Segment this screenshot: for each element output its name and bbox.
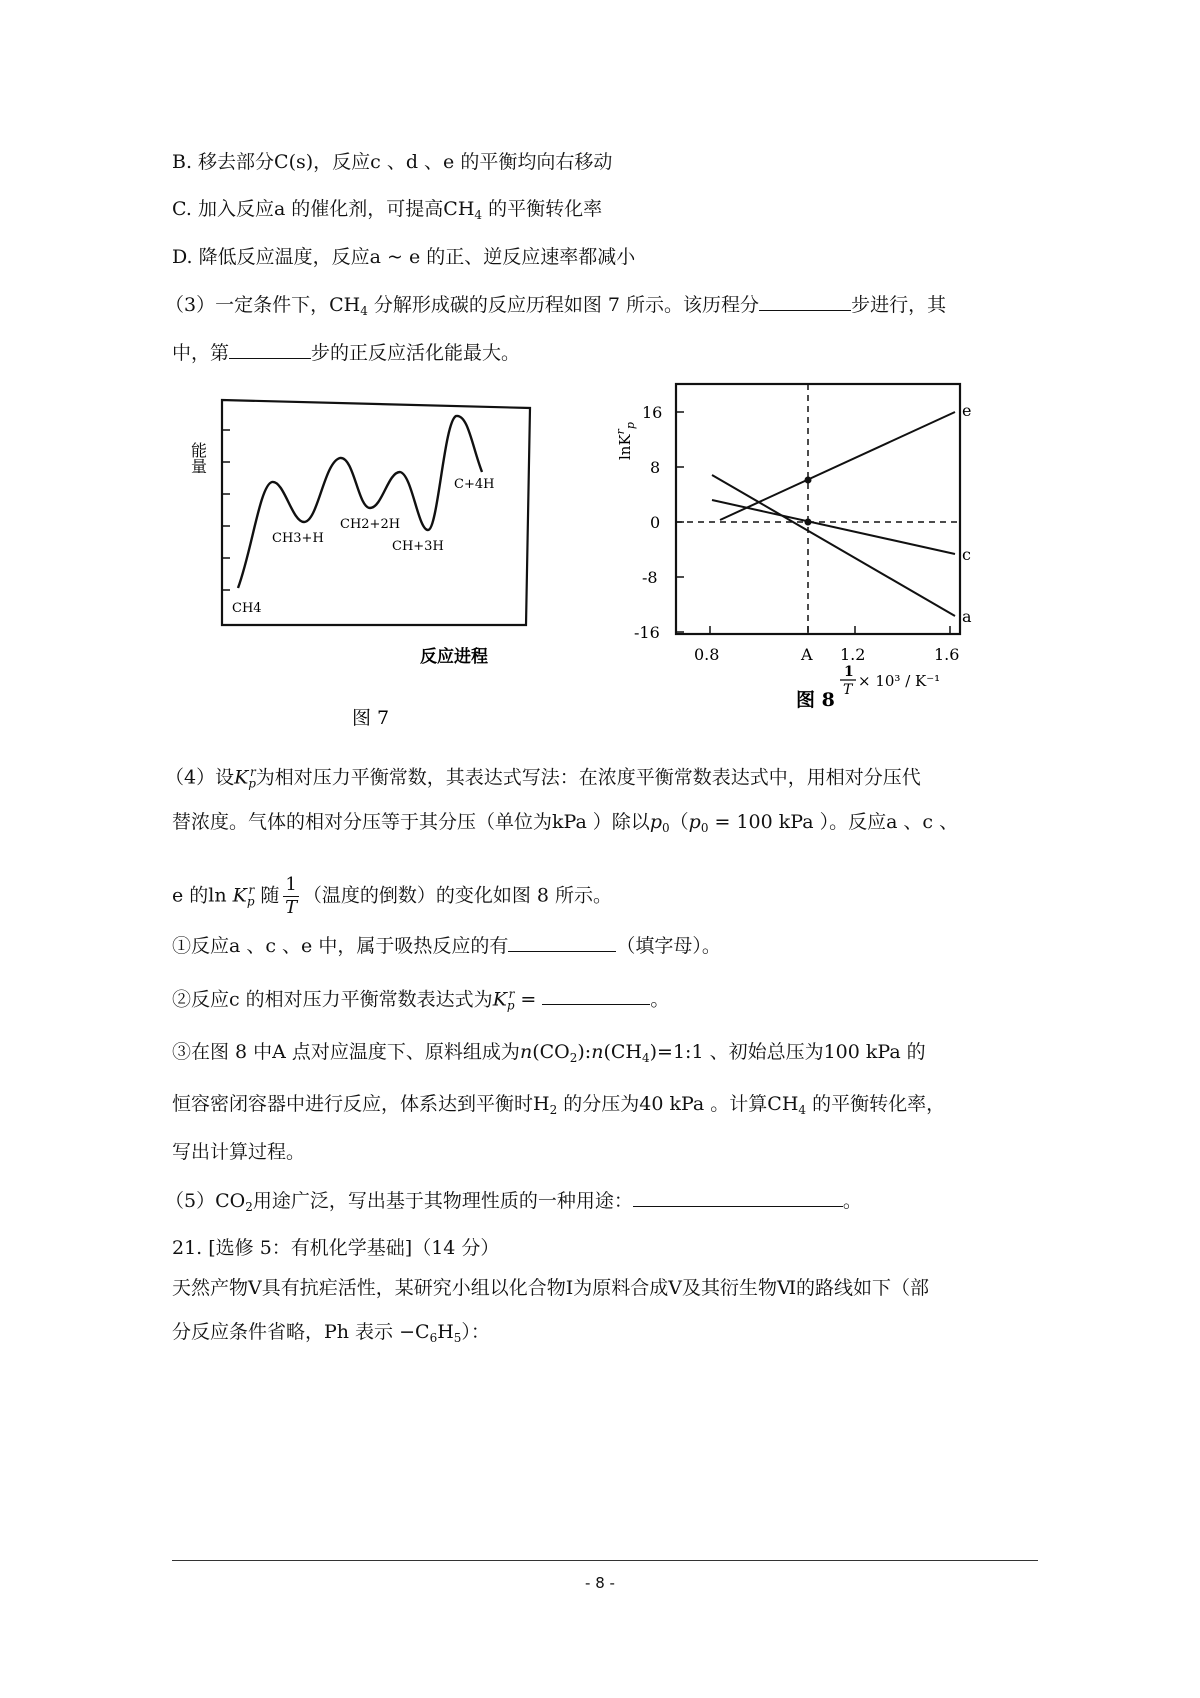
x-tick-label: 1.6 <box>934 645 960 664</box>
answer-blank[interactable] <box>633 1186 843 1207</box>
fig8-xlabel-unit: × 10³ / K⁻¹ <box>858 672 941 690</box>
answer-blank[interactable] <box>542 984 650 1005</box>
x-tick-label: 0.8 <box>694 645 720 664</box>
figure-8 <box>600 380 1030 720</box>
y-tick-label: -8 <box>642 568 658 587</box>
answer-blank[interactable] <box>508 931 616 952</box>
q3-line2: 中，第 步的正反应活化能最大。 <box>172 338 520 367</box>
option-c: C. 加入反应a 的催化剂，可提高$CH_4$ 的平衡转化率 <box>172 198 603 222</box>
x-tick-label: A <box>801 645 813 664</box>
q4-sub3-line3: 写出计算过程。 <box>172 1141 306 1163</box>
x-frac-num: 1 <box>844 664 854 680</box>
page-number: - 8 - <box>585 1574 615 1592</box>
q4-sub3-line2: 恒容密闭容器中进行反应，体系达到平衡时$H_2$ 的分压为40 kPa 。计算$CH_4$ 的平衡转化率， <box>172 1093 946 1117</box>
q4-line1: （4）设$K_p^r$为相对压力平衡常数，其表达式写法：在浓度平衡常数表达式中，用相对分压代 <box>165 765 921 791</box>
q21-line1: 天然产物Ⅴ具有抗疟活性，某研究小组以化合物Ⅰ为原料合成Ⅴ及其衍生物Ⅵ的路线如下（部 <box>172 1277 930 1299</box>
q4-sub2: ②反应c 的相对压力平衡常数表达式为$K_p^r$ = 。 <box>172 980 669 1019</box>
x-frac-den: T <box>843 682 853 698</box>
fig7-ylabel: 能量 <box>188 442 208 474</box>
x-tick-label: 1.2 <box>840 645 866 664</box>
energy-curve <box>238 416 482 588</box>
q4-sub3-line1: ③在图 8 中A 点对应温度下、原料组成为$n(CO_2):n(CH_4)=1:1$ 、初始总压为100 kPa 的 <box>172 1041 926 1065</box>
line-e <box>720 412 955 520</box>
y-tick-label: -16 <box>634 623 660 642</box>
fig7-xlabel: 反应进程 <box>420 647 488 667</box>
footer-rule <box>172 1560 1038 1561</box>
state-label: C+4H <box>454 477 495 492</box>
q3-line1: （3）一定条件下，$CH_4$ 分解形成碳的反应历程如图 7 所示。该历程分 步进行，其 <box>165 290 946 325</box>
fig7-caption: 图 7 <box>352 707 390 729</box>
fig8-ylabel: lnK$^r_p$ <box>614 422 637 460</box>
line-label: c <box>962 545 971 564</box>
answer-blank[interactable] <box>759 290 851 311</box>
line-label: a <box>962 607 972 626</box>
y-tick-label: 0 <box>650 513 661 532</box>
q4-sub1: ①反应a 、c 、e 中，属于吸热反应的有 （填字母）。 <box>172 931 721 960</box>
figure-7 <box>188 390 560 730</box>
y-tick-label: 8 <box>650 458 661 477</box>
option-b: B. 移去部分C(s)，反应c 、d 、e 的平衡均向右移动 <box>172 151 613 173</box>
q5: $(5)CO_2$用途广泛，写出基于其物理性质的一种用途： 。 <box>165 1186 862 1221</box>
fig8-caption: 图 8 <box>796 689 835 711</box>
option-d: D. 降低反应温度，反应a ~ e 的正、逆反应速率都减小 <box>172 246 636 268</box>
q21-title: 21. [选修 5：有机化学基础]（14 分） <box>172 1237 500 1259</box>
q4-line3: e 的$\ln K_p^r$ 随 $\frac{1}{T}$ （温度的倒数）的变化如图 8 所示。 <box>172 873 612 918</box>
state-label: CH4 <box>232 601 262 616</box>
state-label: CH3+H <box>272 531 324 546</box>
q4-line2: 替浓度。气体的相对分压等于其分压（单位为kPa ）除以$p_0(p_0 = 100$ kPa ）。反应a 、c 、 <box>172 811 959 835</box>
state-label: CH2+2H <box>340 517 401 532</box>
line-label: e <box>962 401 972 420</box>
y-tick-label: 16 <box>642 403 663 422</box>
q21-line2: 分反应条件省略，Ph 表示 $-C_6H_5$）： <box>172 1321 490 1345</box>
answer-blank[interactable] <box>229 338 311 359</box>
state-label: CH+3H <box>392 539 444 554</box>
